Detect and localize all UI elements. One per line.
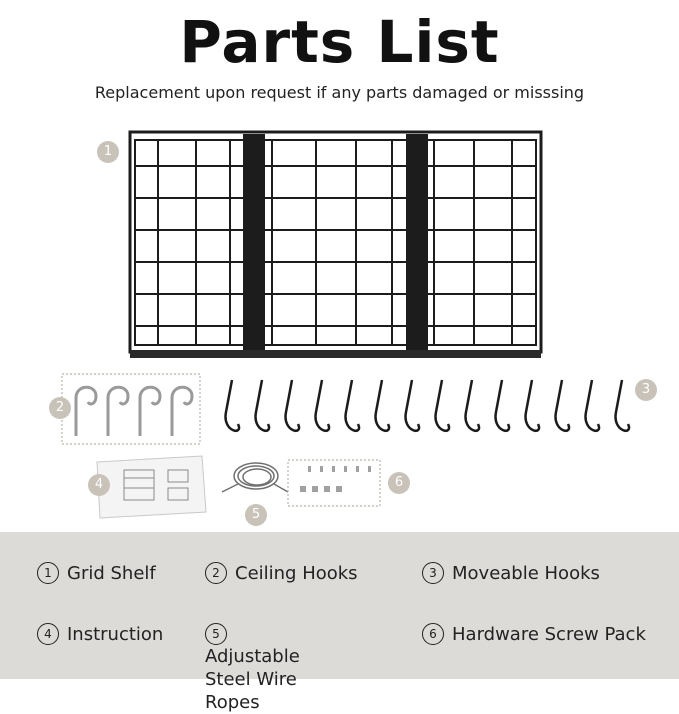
legend-number: 3 — [422, 562, 444, 584]
badge-4: 4 — [88, 474, 110, 496]
badge-6: 6 — [388, 472, 410, 494]
legend-item-moveable-hooks — [422, 562, 600, 585]
screw-pack-image — [300, 466, 371, 492]
legend-item-wire-ropes — [205, 623, 365, 714]
legend-label: Grid Shelf — [67, 563, 156, 584]
legend-number: 4 — [37, 623, 59, 645]
legend-label: Instruction — [67, 624, 164, 645]
legend-label: Ceiling Hooks — [235, 563, 358, 584]
wire-ropes-image — [222, 463, 288, 492]
legend-label: Hardware Screw Pack — [452, 624, 646, 645]
moveable-hooks-image — [226, 380, 630, 431]
legend-panel — [0, 532, 679, 713]
badge-1: 1 — [97, 141, 119, 163]
badge-3: 3 — [635, 379, 657, 401]
ceiling-hooks-image — [76, 387, 192, 436]
badge-5: 5 — [245, 504, 267, 526]
legend-item-screw-pack — [422, 623, 646, 646]
badge-2: 2 — [49, 397, 71, 419]
instruction-image — [97, 456, 206, 518]
legend-number: 5 — [205, 623, 227, 645]
ceiling-hooks-box — [62, 374, 200, 444]
legend-item-ceiling-hooks — [205, 562, 358, 585]
legend-number: 1 — [37, 562, 59, 584]
legend-number: 2 — [205, 562, 227, 584]
grid-shelf-image — [130, 132, 541, 358]
page-subtitle: Replacement upon request if any parts damaged or misssing — [94, 83, 585, 102]
legend-item-instruction — [37, 623, 163, 646]
legend-label: Moveable Hooks — [452, 563, 600, 584]
page-title: Parts List — [179, 8, 500, 76]
legend-label: Adjustable Steel Wire Ropes — [205, 646, 300, 713]
legend-number: 6 — [422, 623, 444, 645]
legend-item-grid-shelf — [37, 562, 156, 585]
